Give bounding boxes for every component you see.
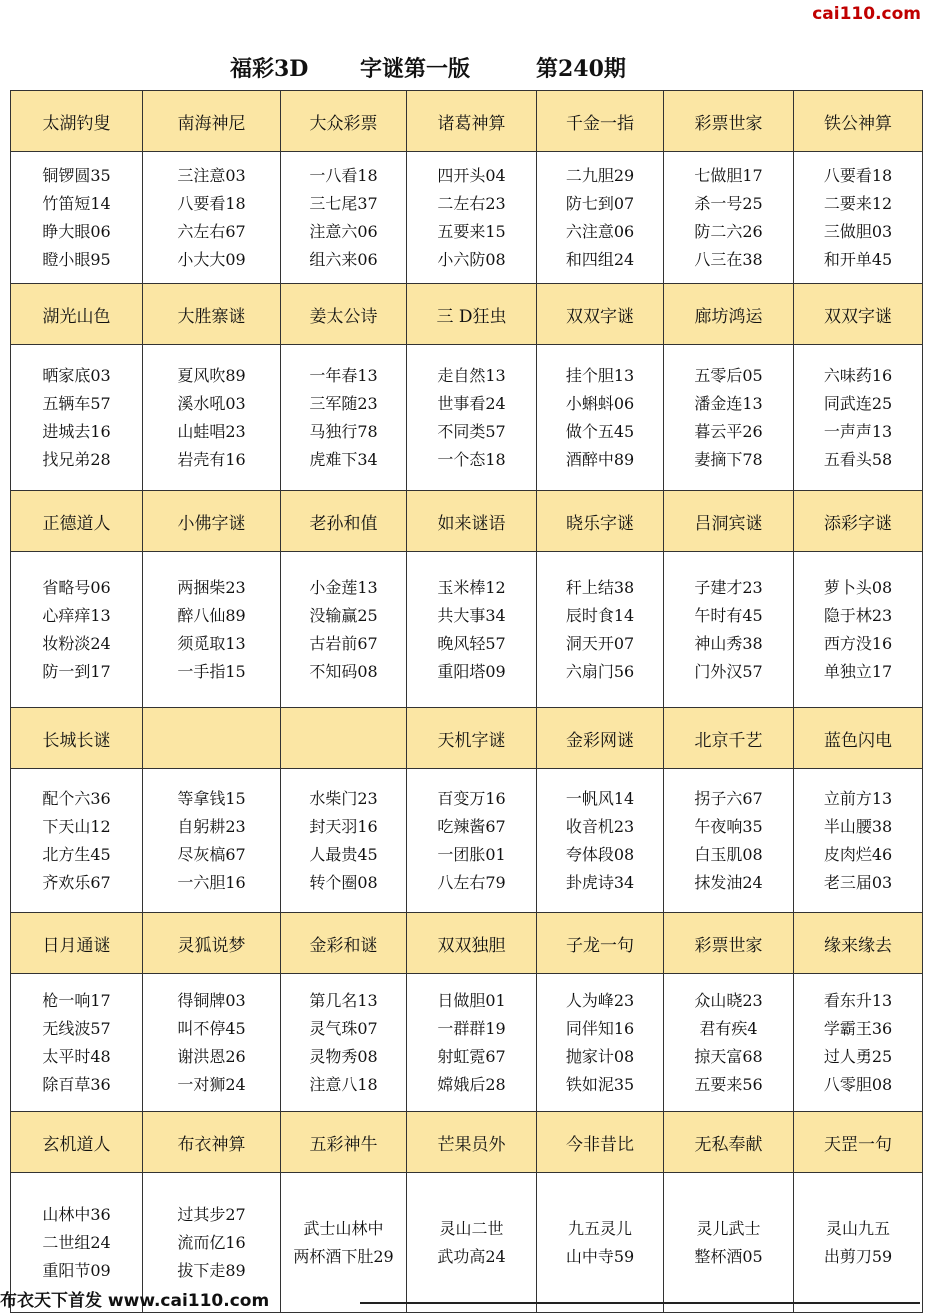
riddle-cell	[664, 974, 794, 1112]
riddle-line: 转个圈08	[309, 872, 378, 892]
riddle-line: 世事看24	[437, 393, 506, 413]
riddle-line: 立前方13	[823, 788, 893, 808]
riddle-line: 看东升13	[823, 990, 893, 1010]
riddle-line: 灵气珠07	[309, 1018, 378, 1038]
riddle-cell	[664, 152, 794, 284]
riddle-line: 没输赢25	[309, 605, 378, 625]
riddle-line: 整杯酒05	[694, 1246, 763, 1266]
section-riddle-row	[11, 152, 923, 284]
riddle-line: 午时有45	[694, 605, 763, 625]
expert-name-cell: 长城长谜	[11, 708, 143, 769]
expert-name-cell: 天罡一句	[794, 1112, 923, 1173]
riddle-line: 妻摘下78	[694, 449, 763, 469]
section-header-row	[11, 708, 923, 769]
riddle-line: 一群群19	[437, 1018, 506, 1038]
riddle-line: 铁如泥35	[565, 1074, 635, 1094]
title-lottery: 福彩3D	[230, 56, 309, 82]
expert-name-cell: 大胜寨谜	[143, 284, 281, 345]
riddle-line: 下天山12	[42, 816, 111, 836]
riddle-line: 子建才23	[694, 577, 763, 597]
riddle-line: 睁大眼06	[42, 221, 111, 241]
riddle-line: 掠天富68	[694, 1046, 763, 1066]
riddle-line: 小金莲13	[309, 577, 378, 597]
riddle-cell	[281, 152, 407, 284]
section-header-row	[11, 284, 923, 345]
riddle-line: 马独行78	[309, 421, 378, 441]
riddle-line: 注意八18	[309, 1074, 378, 1094]
riddle-line: 吃辣酱67	[437, 816, 506, 836]
expert-name-cell: 今非昔比	[537, 1112, 664, 1173]
riddle-line: 午夜响35	[694, 816, 763, 836]
riddle-line: 过其步27	[177, 1204, 246, 1224]
riddle-cell	[143, 974, 281, 1112]
riddle-line: 单独立17	[823, 661, 893, 681]
site-logo-text[interactable]: cai110.com	[812, 4, 921, 24]
riddle-line: 做个五45	[565, 421, 635, 441]
riddle-cell	[11, 974, 143, 1112]
riddle-line: 溪水吼03	[177, 393, 246, 413]
section-header-row	[11, 1112, 923, 1173]
expert-name-cell: 小佛字谜	[143, 491, 281, 552]
riddle-line: 心痒痒13	[42, 605, 111, 625]
riddle-line: 学霸王36	[823, 1018, 893, 1038]
riddle-cell	[11, 769, 143, 913]
expert-name-cell: 廊坊鸿运	[664, 284, 794, 345]
riddle-line: 五要来15	[437, 221, 506, 241]
riddle-cell	[537, 152, 664, 284]
riddle-line: 小大大09	[177, 249, 246, 269]
riddle-line: 防七到07	[565, 193, 635, 213]
expert-name-cell: 太湖钓叟	[11, 91, 143, 152]
riddle-cell	[407, 1173, 537, 1313]
riddle-line: 五辆车57	[42, 393, 111, 413]
riddle-cell	[537, 769, 664, 913]
riddle-line: 进城去16	[42, 421, 111, 441]
riddle-line: 神山秀38	[694, 633, 763, 653]
riddle-line: 拔下走89	[177, 1260, 246, 1280]
riddle-line: 一个态18	[437, 449, 506, 469]
riddle-line: 八要看18	[823, 165, 893, 185]
expert-name-cell: 布衣神算	[143, 1112, 281, 1173]
riddle-line: 防二六26	[694, 221, 763, 241]
riddle-line: 尽灰槁67	[177, 844, 246, 864]
riddle-cell	[794, 974, 923, 1112]
riddle-line: 太平时48	[42, 1046, 111, 1066]
riddle-cell	[537, 974, 664, 1112]
section-header-row	[11, 91, 923, 152]
expert-name-cell: 玄机道人	[11, 1112, 143, 1173]
riddle-line: 一团胀01	[437, 844, 506, 864]
riddle-cell	[281, 345, 407, 491]
riddle-line: 灵山九五	[825, 1218, 890, 1238]
riddle-line: 五看头58	[823, 449, 893, 469]
riddle-line: 过人勇25	[823, 1046, 893, 1066]
riddle-line: 同伴知16	[565, 1018, 635, 1038]
riddle-line: 收音机23	[565, 816, 635, 836]
riddle-cell	[664, 769, 794, 913]
riddle-line: 须觅取13	[177, 633, 246, 653]
riddle-cell	[794, 769, 923, 913]
riddle-line: 武士山林中	[303, 1218, 384, 1238]
riddle-line: 日做胆01	[437, 990, 506, 1010]
expert-name-cell: 吕洞宾谜	[664, 491, 794, 552]
riddle-line: 抹发油24	[694, 872, 763, 892]
page-title	[0, 52, 927, 86]
title-issue: 第240期	[536, 56, 626, 82]
riddle-line: 水柴门23	[309, 788, 378, 808]
riddle-line: 暮云平26	[694, 421, 763, 441]
riddle-line: 得铜牌03	[177, 990, 246, 1010]
riddle-line: 八要看18	[177, 193, 246, 213]
riddle-line: 重阳塔09	[437, 661, 506, 681]
riddle-line: 虎难下34	[309, 449, 378, 469]
expert-name-cell: 彩票世家	[664, 91, 794, 152]
riddle-cell	[794, 552, 923, 708]
riddle-line: 组六来06	[309, 249, 378, 269]
riddle-line: 八左右79	[437, 872, 506, 892]
riddle-line: 重阳节09	[42, 1260, 111, 1280]
riddle-line: 酒醉中89	[565, 449, 635, 469]
riddle-cell	[11, 152, 143, 284]
riddle-line: 灵山二世	[439, 1218, 504, 1238]
section-riddle-row	[11, 769, 923, 913]
riddle-cell	[537, 1173, 664, 1313]
riddle-line: 找兄弟28	[42, 449, 111, 469]
riddle-line: 共大事34	[437, 605, 506, 625]
riddle-cell	[281, 552, 407, 708]
riddle-cell	[407, 769, 537, 913]
expert-name-cell: 灵狐说梦	[143, 913, 281, 974]
riddle-line: 白玉肌08	[694, 844, 763, 864]
riddle-line: 拐子六67	[694, 788, 763, 808]
riddle-line: 五零后05	[694, 365, 763, 385]
riddle-line: 抛家计08	[565, 1046, 635, 1066]
expert-name-cell: 天机字谜	[407, 708, 537, 769]
riddle-line: 小六防08	[437, 249, 506, 269]
riddle-cell	[11, 552, 143, 708]
riddle-line: 门外汉57	[694, 661, 763, 681]
riddle-line: 两捆柴23	[177, 577, 246, 597]
riddle-line: 醉八仙89	[177, 605, 246, 625]
expert-name-cell: 大众彩票	[281, 91, 407, 152]
expert-name-cell: 无私奉献	[664, 1112, 794, 1173]
riddle-cell	[794, 152, 923, 284]
riddle-line: 西方没16	[823, 633, 893, 653]
expert-name-cell: 五彩神牛	[281, 1112, 407, 1173]
riddle-line: 一手指15	[177, 661, 246, 681]
riddle-line: 四开头04	[437, 165, 506, 185]
riddle-line: 封天羽16	[309, 816, 378, 836]
riddle-line: 众山晓23	[694, 990, 763, 1010]
riddle-line: 流而亿16	[177, 1232, 246, 1252]
riddle-line: 防一到17	[42, 661, 111, 681]
riddle-line: 岩壳有16	[177, 449, 246, 469]
riddle-line: 配个六36	[42, 788, 111, 808]
expert-name-cell	[281, 708, 407, 769]
riddle-cell	[664, 345, 794, 491]
riddle-cell	[143, 345, 281, 491]
riddle-line: 潘金连13	[694, 393, 763, 413]
riddle-line: 灵儿武士	[696, 1218, 761, 1238]
riddle-line: 三七尾37	[309, 193, 378, 213]
riddle-line: 瞪小眼95	[42, 249, 111, 269]
riddle-line: 一声声13	[823, 421, 893, 441]
riddle-cell	[11, 345, 143, 491]
riddle-cell	[407, 552, 537, 708]
expert-name-cell: 三 D狂虫	[407, 284, 537, 345]
expert-name-cell: 金彩和谜	[281, 913, 407, 974]
riddle-line: 六味药16	[823, 365, 893, 385]
riddle-line: 萝卜头08	[823, 577, 893, 597]
expert-name-cell: 双双字谜	[794, 284, 923, 345]
riddle-line: 古岩前67	[309, 633, 378, 653]
riddle-line: 一六胆16	[177, 872, 246, 892]
riddle-line: 晒家底03	[42, 365, 111, 385]
expert-name-cell: 北京千艺	[664, 708, 794, 769]
expert-name-cell: 诸葛神算	[407, 91, 537, 152]
riddle-line: 走自然13	[437, 365, 506, 385]
riddle-line: 省略号06	[42, 577, 111, 597]
expert-name-cell: 彩票世家	[664, 913, 794, 974]
riddle-line: 自躬耕23	[177, 816, 246, 836]
expert-name-cell: 日月通谜	[11, 913, 143, 974]
footer-credit[interactable]: 布衣天下首发 www.cai110.com	[0, 1291, 270, 1311]
riddle-line: 小蝌蚪06	[565, 393, 635, 413]
riddle-line: 第几名13	[309, 990, 378, 1010]
section-riddle-row	[11, 974, 923, 1112]
riddle-cell	[537, 345, 664, 491]
expert-name-cell: 双双字谜	[537, 284, 664, 345]
section-riddle-row	[11, 345, 923, 491]
riddle-line: 洞天开07	[565, 633, 635, 653]
expert-name-cell: 蓝色闪电	[794, 708, 923, 769]
riddle-cell	[143, 769, 281, 913]
expert-name-cell: 湖光山色	[11, 284, 143, 345]
riddle-line: 山中寺59	[565, 1246, 635, 1266]
riddle-line: 皮肉烂46	[823, 844, 893, 864]
expert-name-cell: 南海神尼	[143, 91, 281, 152]
expert-name-cell: 老孙和值	[281, 491, 407, 552]
expert-name-cell: 姜太公诗	[281, 284, 407, 345]
riddle-line: 辰时食14	[565, 605, 635, 625]
riddle-grid	[10, 90, 923, 1313]
expert-name-cell: 铁公神算	[794, 91, 923, 152]
riddle-cell	[407, 152, 537, 284]
riddle-line: 不知码08	[309, 661, 378, 681]
riddle-cell	[794, 1173, 923, 1313]
riddle-cell	[281, 1173, 407, 1313]
riddle-cell	[794, 345, 923, 491]
riddle-line: 同武连25	[823, 393, 893, 413]
expert-name-cell: 双双独胆	[407, 913, 537, 974]
riddle-line: 一年春13	[309, 365, 378, 385]
riddle-line: 和四组24	[565, 249, 635, 269]
expert-name-cell: 芒果员外	[407, 1112, 537, 1173]
title-edition: 字谜第一版	[360, 56, 471, 82]
footer-divider	[360, 1302, 920, 1304]
riddle-line: 玉米棒12	[437, 577, 506, 597]
riddle-line: 人最贵45	[309, 844, 378, 864]
riddle-line: 枪一响17	[42, 990, 111, 1010]
riddle-line: 三做胆03	[823, 221, 893, 241]
riddle-line: 灵物秀08	[309, 1046, 378, 1066]
riddle-line: 两杯酒下肚29	[293, 1246, 394, 1266]
riddle-line: 山蛙唱23	[177, 421, 246, 441]
riddle-line: 一帆风14	[565, 788, 635, 808]
riddle-line: 晚风轻57	[437, 633, 506, 653]
riddle-line: 武功高24	[437, 1246, 506, 1266]
riddle-line: 嫦娥后28	[437, 1074, 506, 1094]
riddle-line: 三军随23	[309, 393, 378, 413]
riddle-line: 铜锣圆35	[42, 165, 111, 185]
riddle-cell	[143, 152, 281, 284]
riddle-cell	[407, 345, 537, 491]
section-header-row	[11, 491, 923, 552]
riddle-line: 卦虎诗34	[565, 872, 635, 892]
riddle-line: 北方生45	[42, 844, 111, 864]
riddle-line: 二九胆29	[565, 165, 635, 185]
riddle-line: 夸体段08	[565, 844, 635, 864]
riddle-line: 人为峰23	[565, 990, 635, 1010]
expert-name-cell: 添彩字谜	[794, 491, 923, 552]
riddle-cell	[143, 552, 281, 708]
riddle-line: 百变万16	[437, 788, 506, 808]
riddle-line: 齐欢乐67	[42, 872, 111, 892]
riddle-line: 老三届03	[823, 872, 893, 892]
riddle-line: 一八看18	[309, 165, 378, 185]
riddle-line: 出剪刀59	[823, 1246, 893, 1266]
riddle-line: 夏风吹89	[177, 365, 246, 385]
expert-name-cell: 如来谜语	[407, 491, 537, 552]
riddle-line: 无线波57	[42, 1018, 111, 1038]
riddle-line: 七做胆17	[694, 165, 763, 185]
riddle-line: 挂个胆13	[565, 365, 635, 385]
riddle-line: 射虹霓67	[437, 1046, 506, 1066]
riddle-line: 不同类57	[437, 421, 506, 441]
riddle-line: 二世组24	[42, 1232, 111, 1252]
riddle-line: 除百草36	[42, 1074, 111, 1094]
riddle-line: 叫不停45	[177, 1018, 246, 1038]
riddle-line: 一对狮24	[177, 1074, 246, 1094]
section-riddle-row	[11, 552, 923, 708]
expert-name-cell: 缘来缘去	[794, 913, 923, 974]
riddle-line: 等拿钱15	[177, 788, 246, 808]
riddle-line: 竹笛短14	[42, 193, 111, 213]
riddle-cell	[537, 552, 664, 708]
riddle-line: 九五灵儿	[567, 1218, 632, 1238]
riddle-line: 五要来56	[694, 1074, 763, 1094]
riddle-line: 半山腰38	[823, 816, 893, 836]
riddle-cell	[281, 769, 407, 913]
riddle-line: 君有疾4	[699, 1018, 758, 1038]
riddle-line: 八零胆08	[823, 1074, 893, 1094]
section-header-row	[11, 913, 923, 974]
riddle-cell	[664, 552, 794, 708]
riddle-line: 杀一号25	[694, 193, 763, 213]
riddle-line: 注意六06	[309, 221, 378, 241]
expert-name-cell	[143, 708, 281, 769]
riddle-line: 谢洪恩26	[177, 1046, 246, 1066]
riddle-line: 八三在38	[694, 249, 763, 269]
riddle-line: 和开单45	[823, 249, 893, 269]
riddle-line: 二要来12	[823, 193, 893, 213]
expert-name-cell: 晓乐字谜	[537, 491, 664, 552]
riddle-line: 三注意03	[177, 165, 246, 185]
riddle-line: 六注意06	[565, 221, 635, 241]
expert-name-cell: 子龙一句	[537, 913, 664, 974]
expert-name-cell: 金彩网谜	[537, 708, 664, 769]
riddle-line: 六左右67	[177, 221, 246, 241]
expert-name-cell: 正德道人	[11, 491, 143, 552]
expert-name-cell: 千金一指	[537, 91, 664, 152]
riddle-cell	[281, 974, 407, 1112]
riddle-line: 二左右23	[437, 193, 506, 213]
riddle-line: 六扇门56	[565, 661, 635, 681]
riddle-line: 妆粉淡24	[42, 633, 111, 653]
riddle-cell	[664, 1173, 794, 1313]
riddle-line: 秆上结38	[565, 577, 635, 597]
riddle-line: 隐于林23	[823, 605, 893, 625]
riddle-cell	[407, 974, 537, 1112]
riddle-line: 山林中36	[42, 1204, 111, 1224]
